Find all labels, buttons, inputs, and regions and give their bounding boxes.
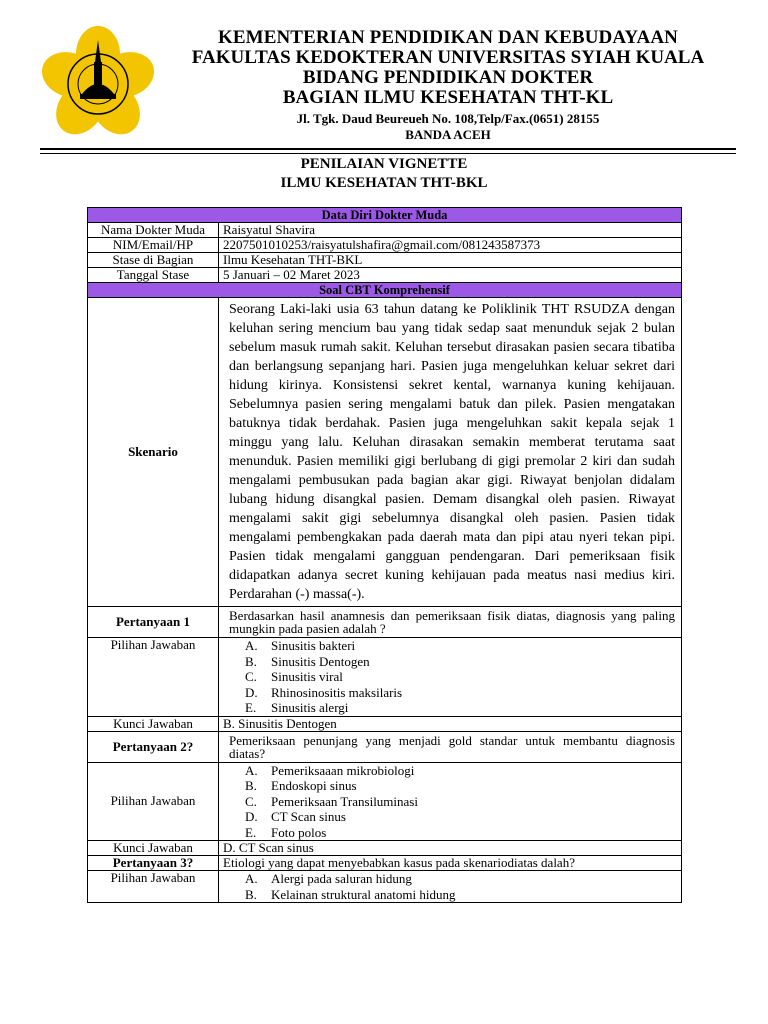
table-row <box>88 223 682 238</box>
question-2-label: Pertanyaan 2? <box>88 731 219 762</box>
list-item: A. Alergi pada saluran hidung <box>245 871 412 886</box>
nim-value: 2207501010253/raisyatulshafira@gmail.com/081243587373 <box>219 238 682 253</box>
options-2-label: Pilihan Jawaban <box>88 762 219 841</box>
section-cbt-title: Soal CBT Komprehensif <box>88 283 682 298</box>
section-identity-title: Data Diri Dokter Muda <box>88 208 682 223</box>
options-3-label: Pilihan Jawaban <box>88 871 219 903</box>
scenario-text: Seorang Laki-laki usia 63 tahun datang ke Poliklinik THT RSUDZA dengan keluhan sering mencium bau yang tidak sedap saat menunduk sejak 2 bulan sebelum masuk rumah sakit. Keluhan tersebut dirasakan pasien secara tibatiba dan berlangsung sepanjang hari. Pasien juga mengeluhkan keluar sekret dari hidung kirinya. Konsistensi sekret kental, warnanya kuning kehijauan. Sebelumnya pasien sering mengalami batuk dan pilek. Pasien mengatakan batuknya tidak berdahak. Pasien juga mengeluhkan sakit kepala sejak 1 minggu yang lalu. Keluhan dirasakan semakin memberat terutama saat menunduk. Pasien memiliki gigi berlubang di gigi premolar 2 kiri dan sudah mengalami pembusukan pada bagian akar gigi. Riwayat benjolan didalam lubang hidung disangkal pasien. Demam disangkal oleh pasien. Riwayat mengalami sakit gigi sebelumnya disangkal oleh pasien. Pasien tidak mengalami pembengkakan pada daerah mata dan pipi atau nyeri tekan pipi. Pasien tidak mengalami gangguan pendengaran. Dari pemeriksaan fisik didapatkan adanya secret kuning kehijauan pada meatus nasi medius kiri. Perdarahan (-) massa(-). <box>219 298 682 607</box>
table-row <box>88 716 682 731</box>
list-item: B. Kelainan struktural anatomi hidung <box>245 886 456 902</box>
nim-label: NIM/Email/HP <box>88 238 219 253</box>
options-1-list <box>223 638 677 716</box>
list-item: E. Foto polos <box>245 824 327 840</box>
letterhead <box>170 28 726 143</box>
question-3-label: Pertanyaan 3? <box>88 856 219 871</box>
header-rule-thin <box>40 153 736 154</box>
table-row <box>88 731 682 762</box>
list-item: C. Sinusitis viral <box>245 669 343 684</box>
name-value: Raisyatul Shavira <box>219 223 682 238</box>
list-item: E. Sinusitis alergi <box>245 700 349 715</box>
key-1-label: Kunci Jawaban <box>88 716 219 731</box>
list-item: B. Endoskopi sinus <box>245 778 357 793</box>
list-item: D. Rhinosinositis maksilaris <box>245 684 403 700</box>
faculty-name: FAKULTAS KEDOKTERAN UNIVERSITAS SYIAH KUALA <box>191 47 705 68</box>
list-item: D. CT Scan sinus <box>245 809 346 824</box>
document-subtitle: ILMU KESEHATAN THT-BKL <box>280 175 488 191</box>
name-label: Nama Dokter Muda <box>88 223 219 238</box>
date-value: 5 Januari – 02 Maret 2023 <box>219 268 682 283</box>
table-row <box>88 253 682 268</box>
list-item: A. Sinusitis bakteri <box>245 638 356 653</box>
assessment-table <box>87 207 682 903</box>
city: BANDA ACEH <box>405 127 491 142</box>
question-3-text: Etiologi yang dapat menyebabkan kasus pada skenariodiatas dalah? <box>219 856 682 871</box>
table-row <box>88 298 682 607</box>
list-item: B. Sinusitis Dentogen <box>245 653 370 669</box>
key-2-value: D. CT Scan sinus <box>219 841 682 856</box>
options-2-list <box>223 763 677 841</box>
question-1-label: Pertanyaan 1 <box>88 607 219 638</box>
address: Jl. Tgk. Daud Beureueh No. 108,Telp/Fax.(0651) 28155 <box>296 111 600 126</box>
stase-value: Ilmu Kesehatan THT-BKL <box>219 253 682 268</box>
list-item: C. Pemeriksaan Transiluminasi <box>245 793 418 809</box>
question-2-text: Pemeriksaan penunjang yang menjadi gold standar untuk membantu diagnosis diatas? <box>219 731 682 762</box>
table-row <box>88 638 682 717</box>
department-name: BAGIAN ILMU KESEHATAN THT-KL <box>282 87 614 108</box>
key-2-label: Kunci Jawaban <box>88 841 219 856</box>
document-title: PENILAIAN VIGNETTE <box>300 156 468 172</box>
table-row <box>88 762 682 841</box>
table-row <box>88 238 682 253</box>
options-3-list <box>223 871 677 902</box>
date-label: Tanggal Stase <box>88 268 219 283</box>
stase-label: Stase di Bagian <box>88 253 219 268</box>
field-name: BIDANG PENDIDIKAN DOKTER <box>302 67 594 88</box>
options-1-label: Pilihan Jawaban <box>88 638 219 717</box>
ministry-name: KEMENTERIAN PENDIDIKAN DAN KEBUDAYAAN <box>218 27 678 48</box>
university-logo <box>36 18 160 142</box>
table-row <box>88 268 682 283</box>
key-1-value: B. Sinusitis Dentogen <box>219 716 682 731</box>
table-row <box>88 856 682 871</box>
list-item: A. Pemeriksaaan mikrobiologi <box>245 762 415 778</box>
table-row <box>88 871 682 903</box>
table-row <box>88 607 682 638</box>
table-row <box>88 841 682 856</box>
header-rule-thick <box>40 148 736 150</box>
scenario-label: Skenario <box>88 298 219 607</box>
question-1-text: Berdasarkan hasil anamnesis dan pemeriksaan fisik diatas, diagnosis yang paling mungkin pada pasien adalah ? <box>219 607 682 638</box>
